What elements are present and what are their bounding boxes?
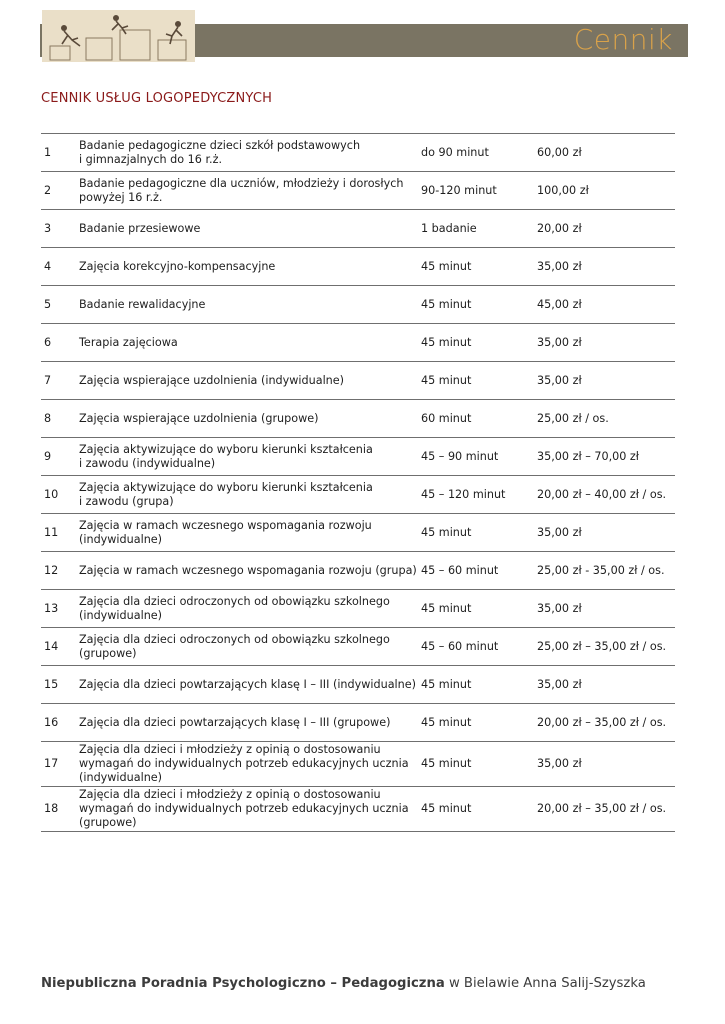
table-row bbox=[41, 134, 675, 172]
row-number: 8 bbox=[44, 411, 52, 425]
service-price: 35,00 zł bbox=[537, 601, 582, 615]
table-row bbox=[41, 172, 675, 210]
service-name-line: wymagań do indywidualnych potrzeb edukacyjnych ucznia bbox=[79, 802, 409, 815]
service-name bbox=[79, 400, 421, 438]
service-name-line: Zajęcia dla dzieci i młodzieży z opinią o dostosowaniu bbox=[79, 743, 381, 756]
service-name-line: (grupowe) bbox=[79, 646, 137, 660]
service-name bbox=[79, 172, 421, 210]
table-row bbox=[41, 438, 675, 476]
table-row bbox=[41, 476, 675, 514]
service-price: 35,00 zł bbox=[537, 677, 582, 691]
service-name-line: (grupowe) bbox=[79, 816, 137, 829]
service-name bbox=[79, 704, 421, 742]
service-price: 45,00 zł bbox=[537, 297, 582, 311]
service-duration: 45 minut bbox=[421, 259, 472, 273]
table-row bbox=[41, 286, 675, 324]
service-duration: 45 minut bbox=[421, 802, 472, 815]
service-name-line: Badanie rewalidacyjne bbox=[79, 297, 206, 311]
row-number: 7 bbox=[44, 373, 52, 387]
service-name-line: (indywidualne) bbox=[79, 532, 163, 546]
service-duration: 45 – 60 minut bbox=[421, 563, 499, 577]
service-name-line: i zawodu (grupa) bbox=[79, 494, 174, 508]
row-number: 12 bbox=[44, 563, 59, 577]
row-number: 10 bbox=[44, 487, 59, 501]
service-name-line: Zajęcia dla dzieci i młodzieży z opinią o dostosowaniu bbox=[79, 788, 381, 801]
service-name bbox=[79, 628, 421, 666]
footer-location: w Bielawie Anna Salij-Szyszka bbox=[444, 976, 646, 991]
service-name bbox=[79, 590, 421, 628]
service-price: 20,00 zł bbox=[537, 221, 582, 235]
service-name bbox=[79, 742, 421, 787]
service-name-line: Zajęcia dla dzieci odroczonych od obowiązku szkolnego bbox=[79, 594, 390, 608]
row-number: 1 bbox=[44, 145, 52, 159]
row-number: 6 bbox=[44, 335, 52, 349]
service-name bbox=[79, 362, 421, 400]
service-name-line: Badanie pedagogiczne dzieci szkół podstawowych bbox=[79, 138, 361, 152]
service-name-line: Zajęcia aktywizujące do wyboru kierunki kształcenia bbox=[79, 480, 373, 494]
row-number: 5 bbox=[44, 297, 52, 311]
footer bbox=[41, 976, 691, 991]
service-price: 35,00 zł bbox=[537, 259, 582, 273]
table-row bbox=[41, 514, 675, 552]
service-name bbox=[79, 666, 421, 704]
service-name-line: Badanie pedagogiczne dla uczniów, młodzieży i dorosłych bbox=[79, 176, 404, 190]
footer-institution: Niepubliczna Poradnia Psychologiczno – Pedagogiczna bbox=[41, 976, 445, 991]
service-price: 20,00 zł – 35,00 zł / os. bbox=[537, 802, 667, 815]
service-name-line: Zajęcia dla dzieci odroczonych od obowiązku szkolnego bbox=[79, 632, 390, 646]
table-row bbox=[41, 742, 675, 787]
service-duration: 45 minut bbox=[421, 677, 472, 691]
row-number: 4 bbox=[44, 259, 52, 273]
service-price: 100,00 zł bbox=[537, 183, 589, 197]
service-name-line: Zajęcia wspierające uzdolnienia (grupowe) bbox=[79, 411, 319, 425]
table-row bbox=[41, 666, 675, 704]
row-number: 16 bbox=[44, 715, 59, 729]
service-price: 35,00 zł – 70,00 zł bbox=[537, 449, 639, 463]
price-table bbox=[41, 133, 675, 832]
service-name-line: Zajęcia aktywizujące do wyboru kierunki kształcenia bbox=[79, 442, 373, 456]
table-row bbox=[41, 324, 675, 362]
table-row bbox=[41, 248, 675, 286]
service-duration: 1 badanie bbox=[421, 221, 477, 235]
row-number: 18 bbox=[44, 802, 59, 815]
table-row bbox=[41, 590, 675, 628]
row-number: 11 bbox=[44, 525, 59, 539]
service-price: 20,00 zł – 35,00 zł / os. bbox=[537, 715, 667, 729]
service-name bbox=[79, 476, 421, 514]
service-name-line: (indywidualne) bbox=[79, 771, 163, 784]
header-title: Cennik bbox=[573, 23, 673, 56]
service-duration: 90-120 minut bbox=[421, 183, 497, 197]
row-number: 2 bbox=[44, 183, 52, 197]
service-name-line: powyżej 16 r.ż. bbox=[79, 190, 163, 204]
row-number: 13 bbox=[44, 601, 59, 615]
table-row bbox=[41, 210, 675, 248]
service-price: 25,00 zł / os. bbox=[537, 411, 609, 425]
service-name bbox=[79, 514, 421, 552]
figures-pushing-blocks-icon bbox=[42, 10, 195, 62]
service-duration: 45 – 60 minut bbox=[421, 639, 499, 653]
service-price: 35,00 zł bbox=[537, 525, 582, 539]
table-row bbox=[41, 400, 675, 438]
service-name bbox=[79, 286, 421, 324]
row-number: 15 bbox=[44, 677, 59, 691]
service-name-line: (indywidualne) bbox=[79, 608, 163, 622]
service-duration: 45 minut bbox=[421, 601, 472, 615]
row-number: 17 bbox=[44, 757, 59, 770]
service-price: 25,00 zł – 35,00 zł / os. bbox=[537, 639, 667, 653]
service-name-line: Zajęcia w ramach wczesnego wspomagania rozwoju (grupa) bbox=[79, 563, 417, 577]
service-name-line: Zajęcia korekcyjno-kompensacyjne bbox=[79, 259, 276, 273]
table-row bbox=[41, 628, 675, 666]
service-duration: 45 – 120 minut bbox=[421, 487, 506, 501]
service-duration: 45 minut bbox=[421, 715, 472, 729]
service-name-line: i zawodu (indywidualne) bbox=[79, 456, 216, 470]
service-price: 25,00 zł - 35,00 zł / os. bbox=[537, 563, 665, 577]
table-row bbox=[41, 552, 675, 590]
service-name bbox=[79, 787, 421, 832]
service-duration: 45 – 90 minut bbox=[421, 449, 499, 463]
service-price: 60,00 zł bbox=[537, 145, 582, 159]
row-number: 14 bbox=[44, 639, 59, 653]
service-name bbox=[79, 324, 421, 362]
table-row bbox=[41, 362, 675, 400]
service-name-line: Zajęcia w ramach wczesnego wspomagania rozwoju bbox=[79, 518, 372, 532]
service-duration: do 90 minut bbox=[421, 145, 489, 159]
service-price: 20,00 zł – 40,00 zł / os. bbox=[537, 487, 667, 501]
table-row bbox=[41, 704, 675, 742]
header-logo bbox=[42, 10, 195, 62]
service-name-line: i gimnazjalnych do 16 r.ż. bbox=[79, 152, 223, 166]
service-duration: 60 minut bbox=[421, 411, 472, 425]
table-row bbox=[41, 787, 675, 832]
service-price: 35,00 zł bbox=[537, 757, 582, 770]
service-name bbox=[79, 552, 421, 590]
service-name-line: Zajęcia dla dzieci powtarzających klasę I – III (grupowe) bbox=[79, 715, 391, 729]
service-price: 35,00 zł bbox=[537, 335, 582, 349]
service-duration: 45 minut bbox=[421, 757, 472, 770]
service-name bbox=[79, 134, 421, 172]
service-name-line: Zajęcia wspierające uzdolnienia (indywidualne) bbox=[79, 373, 345, 387]
service-price: 35,00 zł bbox=[537, 373, 582, 387]
service-duration: 45 minut bbox=[421, 297, 472, 311]
service-name-line: Badanie przesiewowe bbox=[79, 221, 201, 235]
row-number: 3 bbox=[44, 221, 52, 235]
service-duration: 45 minut bbox=[421, 373, 472, 387]
service-name bbox=[79, 248, 421, 286]
service-name bbox=[79, 210, 421, 248]
row-number: 9 bbox=[44, 449, 52, 463]
service-name-line: Zajęcia dla dzieci powtarzających klasę I – III (indywidualne) bbox=[79, 677, 416, 691]
service-name bbox=[79, 438, 421, 476]
service-name-line: Terapia zajęciowa bbox=[79, 335, 178, 349]
service-duration: 45 minut bbox=[421, 335, 472, 349]
service-name-line: wymagań do indywidualnych potrzeb edukacyjnych ucznia bbox=[79, 757, 409, 770]
page-title: CENNIK USŁUG LOGOPEDYCZNYCH bbox=[41, 91, 273, 106]
service-duration: 45 minut bbox=[421, 525, 472, 539]
